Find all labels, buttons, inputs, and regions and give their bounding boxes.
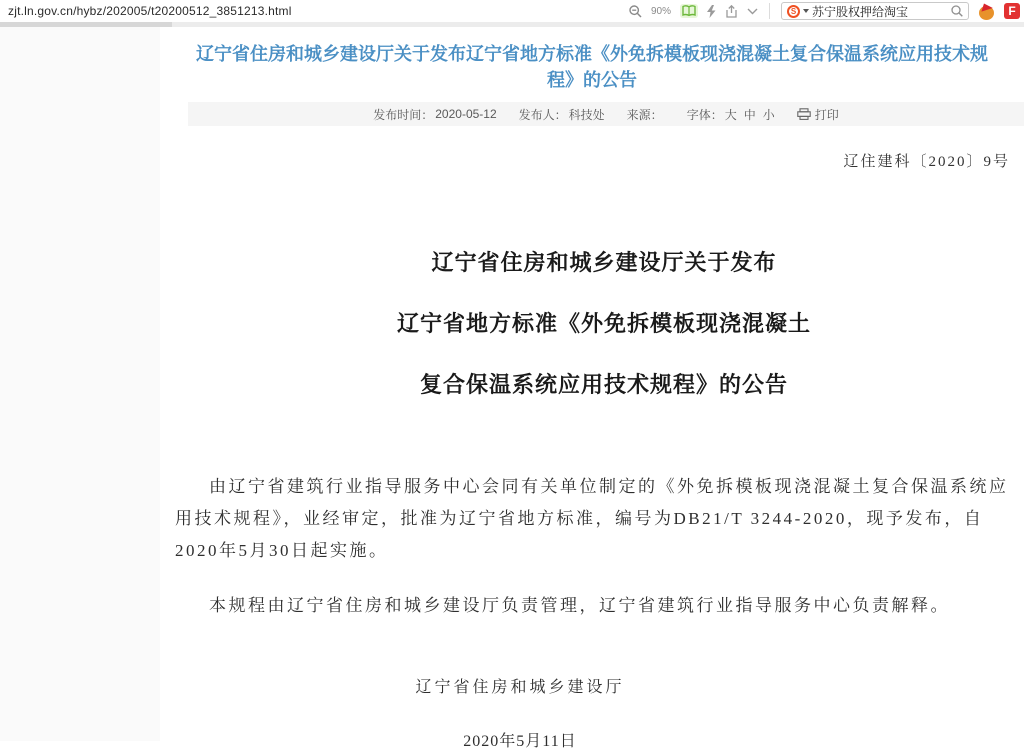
chrome-separator <box>769 3 770 19</box>
extension-f-icon[interactable]: F <box>1004 3 1020 19</box>
font-large-link[interactable]: 大 <box>724 107 737 122</box>
print-button[interactable]: 打印 <box>797 106 839 123</box>
heading-line-1: 辽宁省住房和城乡建设厅关于发布 <box>431 250 777 275</box>
article-heading <box>160 251 1024 397</box>
paragraph-1: 由辽宁省建筑行业指导服务中心会同有关单位制定的《外免拆模板现浇混凝土复合保温系统应用技术规程》，业经审定，批准为辽宁省地方标准，编号为DB21/T 3244-2020，现予发布，自2020年5月30日起实施。 <box>175 477 1009 560</box>
search-query-text[interactable]: 苏宁股权押给淘宝 <box>812 4 909 19</box>
font-medium-link[interactable]: 中 <box>743 107 756 122</box>
browser-address-bar <box>0 0 1024 22</box>
font-size-control: 字体： 大 中 小 <box>686 107 775 122</box>
flash-icon[interactable] <box>707 5 716 18</box>
search-engine-caret-icon[interactable] <box>803 9 809 13</box>
heading-line-2: 辽宁省地方标准《外免拆模板现浇混凝土 <box>396 311 811 336</box>
web-page <box>0 27 1024 750</box>
publisher: 发布人： 科技处 <box>518 107 605 122</box>
chevron-down-icon[interactable] <box>747 8 758 15</box>
source: 来源： <box>626 107 663 122</box>
share-icon[interactable] <box>725 5 738 18</box>
left-gutter <box>0 27 160 741</box>
chrome-divider-left-segment <box>0 22 172 27</box>
article-meta-bar <box>188 102 1024 126</box>
extension-santa-icon[interactable] <box>978 3 995 20</box>
paragraph-2: 本规程由辽宁省住房和城乡建设厅负责管理，辽宁省建筑行业指导服务中心负责解释。 <box>209 596 950 615</box>
sogou-logo[interactable]: S <box>787 5 800 18</box>
document-number: 辽住建科〔2020〕9号 <box>843 154 1010 170</box>
address-bar-controls <box>629 2 1020 20</box>
font-small-link[interactable]: 小 <box>762 107 775 122</box>
printer-icon <box>797 108 811 120</box>
signature-org: 辽宁省住房和城乡建设厅 <box>415 679 625 696</box>
zoom-level[interactable]: 90% <box>650 5 671 17</box>
article-body <box>160 471 1024 622</box>
article-content <box>160 27 1024 750</box>
signature-block <box>160 674 880 751</box>
chrome-divider <box>0 22 1024 27</box>
signature-date: 2020年5月11日 <box>463 733 577 750</box>
heading-line-3: 复合保温系统应用技术规程》的公告 <box>419 372 788 397</box>
publish-time: 发布时间： 2020-05-12 <box>373 107 497 122</box>
page-title: 辽宁省住房和城乡建设厅关于发布辽宁省地方标准《外免拆模板现浇混凝土复合保温系统应用技术规程》的公告 <box>196 44 988 90</box>
zoom-out-icon[interactable] <box>629 5 642 18</box>
browser-search-box[interactable] <box>781 2 969 20</box>
reader-mode-icon[interactable] <box>680 4 698 18</box>
url-text[interactable]: zjt.ln.gov.cn/hybz/202005/t20200512_3851213.html <box>8 4 292 18</box>
search-icon[interactable] <box>951 5 963 17</box>
